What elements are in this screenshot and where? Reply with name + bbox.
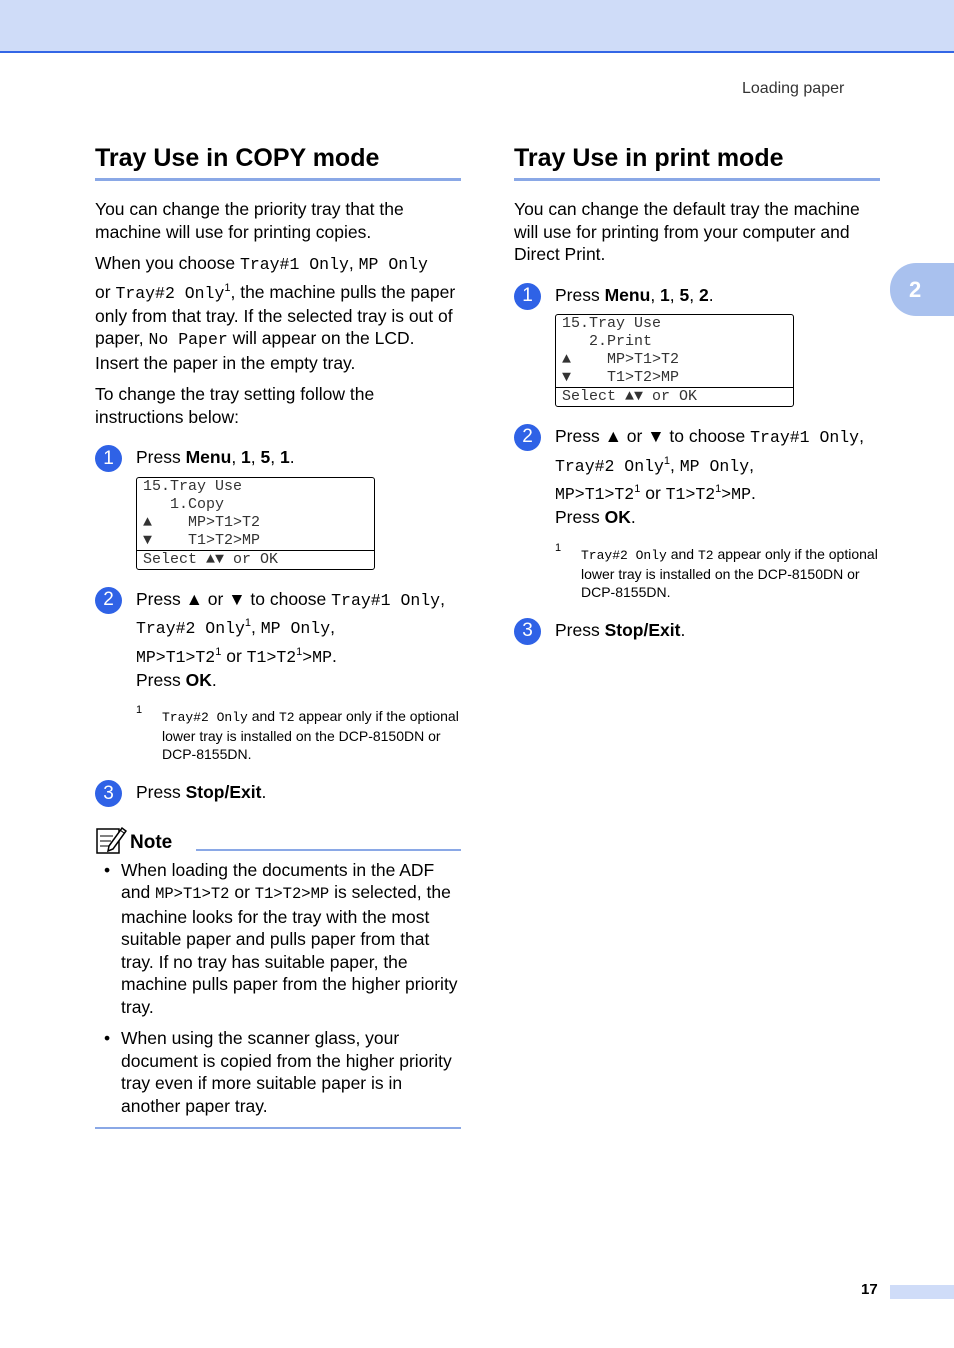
step-text: Press Stop/Exit. [555,619,686,640]
footnote: 1 Tray#2 Only and T2 appear only if the optional lower tray is installed on the DCP-8150DN or DCP-8155DN. [555,545,880,601]
copy-step-3 [95,781,461,804]
lcd-display [555,314,794,407]
lcd-line: ▼ T1>T2>MP [562,369,680,386]
step-number-badge: 2 [95,587,122,614]
lcd-line: 2.Print [562,333,653,350]
lcd-line: ▼ T1>T2>MP [143,531,261,549]
note-rule [196,849,461,851]
note-header [95,824,461,854]
step-text: Press Menu, 1, 5, 2. [555,284,714,305]
footnote-mark: 1 [136,704,143,717]
copy-intro-paragraph: You can change the priority tray that the machine will use for printing copies. [95,199,404,242]
copy-instructions-paragraph: To change the tray setting follow the instructions below: [95,384,375,427]
right-column [514,144,880,641]
header-band [0,0,954,53]
lcd-display [136,477,375,570]
footnote-mark: 1 [555,541,562,554]
running-head: Loading paper [742,80,845,97]
lcd-footer: Select ▲▼ or OK [556,387,793,406]
list-item: • When loading the documents in the ADF and MP>T1>T2 or T1>T2>MP is selected, the machine looks for the tray with the most suitable paper and pulls paper from that tray. If no tray has suitable paper, the machine pulls paper from the higher priority tray. [104,859,458,1017]
step-text: Press Stop/Exit. [136,782,267,803]
footnote: 1 Tray#2 Only and T2 appear only if the optional lower tray is installed on the DCP-8150DN or DCP-8155DN. [136,707,461,763]
note-pencil-icon [95,824,127,854]
copy-step-2 [95,588,461,764]
bullet: • [104,1028,111,1049]
note-list [95,859,461,1118]
print-intro-paragraph: You can change the default tray the machine will use for printing from your computer and Direct Print. [514,199,860,264]
lcd-line: 1.Copy [143,495,225,513]
print-step-1 [514,284,880,408]
note-bottom-rule [95,1127,461,1129]
lcd-line: ▲ MP>T1>T2 [562,351,680,368]
lcd-line: 15.Tray Use [143,477,243,495]
left-column [95,144,461,1129]
copy-step-1 [95,446,461,570]
lcd-line: ▲ MP>T1>T2 [143,513,261,531]
chapter-tab: 2 [890,263,954,316]
step-text: Press Menu, 1, 5, 1. [136,447,295,468]
step-text: Press ▲ or ▼ to choose Tray#1 Only, Tray#2 Only$^1$, MP Only, $MP>T1>T2^1$ or $T1>T2^1>MP$. Press OK. [136,588,445,690]
lcd-line: 15.Tray Use [562,315,662,332]
list-item: • When using the scanner glass, your document is copied from the higher priority tray even if more suitable paper is in another paper tray. [104,1028,452,1116]
step-number-badge: 2 [514,424,541,451]
footer-band [890,1285,954,1299]
print-step-3 [514,619,880,642]
lcd-footer: Select ▲▼ or OK [137,550,374,569]
step-number-badge: 3 [514,618,541,645]
bullet: • [104,859,111,880]
copy-choose-paragraph: When you choose Tray#1 Only, MP Only or Tray#2 Only$^1$, the machine pulls the paper only from that tray. If the selected tray is out of paper, No Paper will appear on the LCD. Insert the paper in the empty tray. [95,253,456,373]
section-title-print-mode: Tray Use in print mode [514,144,880,181]
section-title-copy-mode: Tray Use in COPY mode [95,144,461,181]
step-number-badge: 3 [95,780,122,807]
print-step-2 [514,425,880,601]
step-number-badge: 1 [95,445,122,472]
step-number-badge: 1 [514,283,541,310]
step-text: Press ▲ or ▼ to choose Tray#1 Only, Tray#2 Only$^1$, MP Only, $MP>T1>T2^1$ or $T1>T2^1>MP$. Press OK. [555,426,864,528]
note-title: Note [130,831,173,853]
note-box [95,824,461,1130]
page-number: 17 [861,1281,878,1298]
